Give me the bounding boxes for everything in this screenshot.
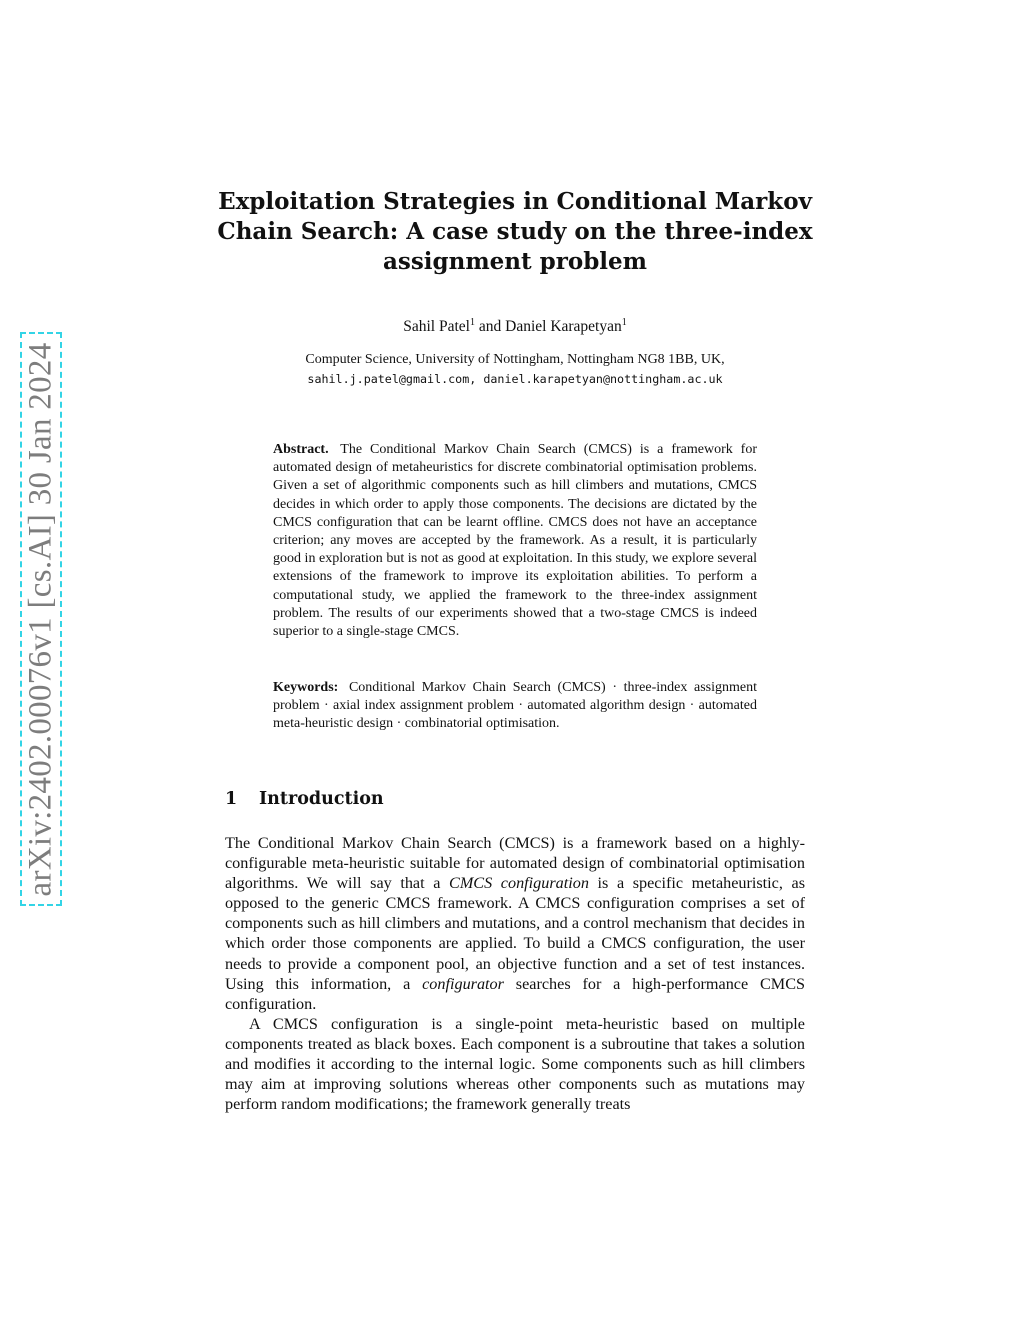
paragraph-text: is a specific metaheuristic, as opposed to the generic CMCS framework. A CMCS configuration comprises a set of components such as hill climbers and mutations, and a control mechanism that decides in which order those components are applied. To build a CMCS configuration, the user needs to provide a component pool, an objective function and a set of test instances. Using this information, a xyxy=(225,874,806,993)
section-title: Introduction xyxy=(259,789,384,809)
paragraph-text: The Conditional Markov Chain Search (CMCS) is a framework based on a highly-configurable meta-heuristic suitable for automated design of combinatorial optimisation algorithms. We will say that a xyxy=(225,834,805,893)
emphasis-term: configurator xyxy=(422,974,504,993)
abstract-text: The Conditional Markov Chain Search (CMCS) is a framework for automated design of metaheuristics for discrete combinatorial optimisation problems. Given a set of algorithmic components such as hill climbers and mutations, CMCS decides in which order to apply those components. The decisions are dictated by the CMCS configuration that can be learnt offline. CMCS does not have an acceptance criterion; any moves are accepted by the framework. As a result, it is particularly good in exploration but is not as good at exploitation. In this study, we explore several extensions of the framework to improve its exploitation abilities. To perform a computational study, we applied the framework to the three-index assignment problem. The results of our experiments showed that a two-stage CMCS is indeed superior to a single-stage CMCS. xyxy=(273,442,757,640)
paper-title xyxy=(200,187,830,277)
author-affiliation-mark: 1 xyxy=(469,317,475,328)
abstract-label: Abstract. xyxy=(273,442,329,457)
authors xyxy=(200,313,830,337)
introduction-body xyxy=(225,833,805,1114)
author-affiliation-mark: 1 xyxy=(621,317,627,328)
section-heading xyxy=(225,787,384,811)
arxiv-stamp xyxy=(20,332,62,906)
paragraph xyxy=(225,1014,805,1114)
email-link[interactable]: daniel.karapetyan@nottingham.ac.uk xyxy=(483,372,723,386)
title-line-3: assignment problem xyxy=(383,248,647,275)
title-line-2: Chain Search: A case study on the three-index xyxy=(217,218,813,245)
affiliation: Computer Science, University of Nottingham, Nottingham NG8 1BB, UK, xyxy=(305,352,725,367)
abstract xyxy=(273,441,757,641)
emphasis-term: CMCS configuration xyxy=(449,874,589,893)
arxiv-identifier: arXiv:2402.00076v1 [cs.AI] 30 Jan 2024 xyxy=(22,342,59,896)
paragraph-text: searches for a high-performance CMCS configuration. xyxy=(225,974,806,1013)
email-link[interactable]: sahil.j.patel@gmail.com xyxy=(307,372,470,386)
author-name: Daniel Karapetyan xyxy=(505,318,622,335)
paragraph-text: A CMCS configuration is a single-point meta-heuristic based on multiple components treated as black boxes. Each component is a subroutine that takes a solution and modifies it according to the internal logic. Some components such as hill climbers may aim at improving solutions whereas other components such as mutations may perform random modifications; the framework generally treats xyxy=(225,1014,805,1114)
email-separator: , xyxy=(469,372,477,386)
author-emails xyxy=(200,370,830,388)
section-number: 1 xyxy=(225,789,238,809)
author-conjunction: and xyxy=(478,318,502,335)
author-name: Sahil Patel xyxy=(403,318,470,335)
keywords-label: Keywords: xyxy=(273,680,339,695)
paragraph xyxy=(225,833,805,1014)
title-line-1: Exploitation Strategies in Conditional Markov xyxy=(218,188,812,215)
keywords-text: Conditional Markov Chain Search (CMCS) · three-index assignment problem · axial index assignment problem · automated algorithm design · automated meta-heuristic design · combinatorial optimisation. xyxy=(273,680,757,732)
keywords xyxy=(273,679,757,734)
